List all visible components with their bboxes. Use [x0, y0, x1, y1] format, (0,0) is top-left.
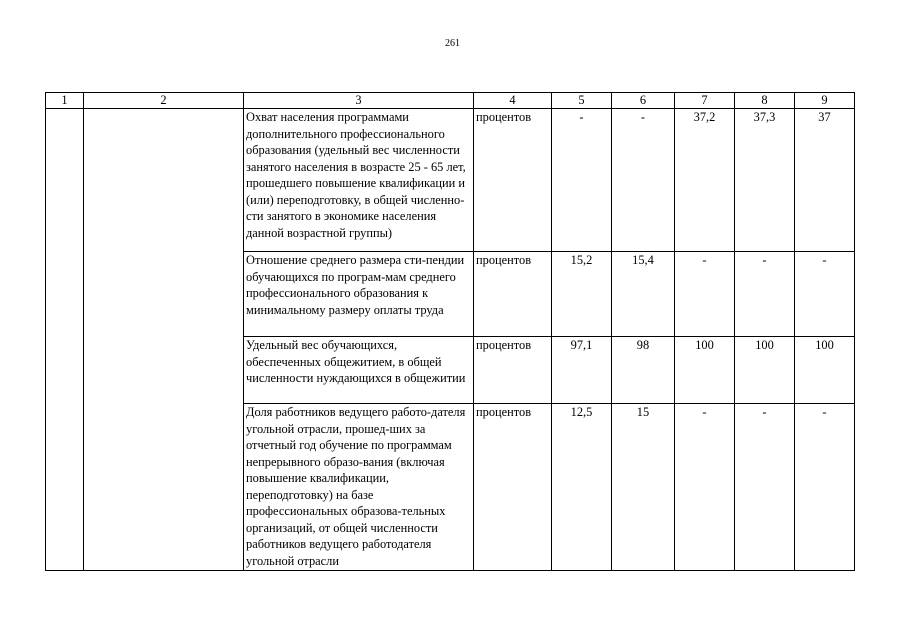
column-header: 4: [474, 93, 552, 109]
indicators-table: [45, 92, 855, 571]
value-cell: 12,5: [552, 404, 612, 571]
value-cell: -: [675, 252, 735, 337]
column-header: 8: [735, 93, 795, 109]
value-cell: -: [795, 404, 855, 571]
value-cell: -: [735, 252, 795, 337]
indicator-cell: Отношение среднего размера сти-пендии обучающихся по програм-мам среднего профессионального образования к минимальному размеру оплаты труда: [244, 252, 474, 337]
value-cell: -: [612, 109, 675, 252]
value-cell: 37: [795, 109, 855, 252]
indicator-cell: Удельный вес обучающихся, обеспеченных общежитием, в общей численности нуждающихся в общежитии: [244, 337, 474, 404]
indicator-cell: Охват населения программами дополнительного профессионального образования (удельный вес численности занятого населения в возрасте 25 - 65 лет, прошедшего повышение квалификации и (или) переподготовку, в общей численно-сти занятого в экономике населения данной возрастной группы): [244, 109, 474, 252]
value-cell: 15,2: [552, 252, 612, 337]
value-cell: -: [552, 109, 612, 252]
column-header: 7: [675, 93, 735, 109]
value-cell: -: [735, 404, 795, 571]
empty-cell: [46, 109, 84, 571]
value-cell: 100: [795, 337, 855, 404]
unit-cell: процентов: [474, 404, 552, 571]
value-cell: 37,3: [735, 109, 795, 252]
value-cell: 98: [612, 337, 675, 404]
column-header: 6: [612, 93, 675, 109]
value-cell: -: [675, 404, 735, 571]
unit-cell: процентов: [474, 109, 552, 252]
column-header: 9: [795, 93, 855, 109]
value-cell: 100: [735, 337, 795, 404]
column-header: 1: [46, 93, 84, 109]
value-cell: 37,2: [675, 109, 735, 252]
unit-cell: процентов: [474, 337, 552, 404]
indicator-cell: Доля работников ведущего работо-дателя угольной отрасли, прошед-ших за отчетный год обучение по программам непрерывного образо-вания (включая повышение квалификации, переподготовку) на базе профессиональных образова-тельных организаций, от общей численности работников ведущего работодателя угольной отрасли: [244, 404, 474, 571]
column-header: 2: [84, 93, 244, 109]
value-cell: 15,4: [612, 252, 675, 337]
value-cell: 100: [675, 337, 735, 404]
column-header: 5: [552, 93, 612, 109]
value-cell: 97,1: [552, 337, 612, 404]
value-cell: -: [795, 252, 855, 337]
unit-cell: процентов: [474, 252, 552, 337]
table-row: [46, 109, 855, 252]
value-cell: 15: [612, 404, 675, 571]
column-header: 3: [244, 93, 474, 109]
page-number: 261: [445, 38, 460, 49]
empty-cell: [84, 109, 244, 571]
header-row: [46, 93, 855, 109]
